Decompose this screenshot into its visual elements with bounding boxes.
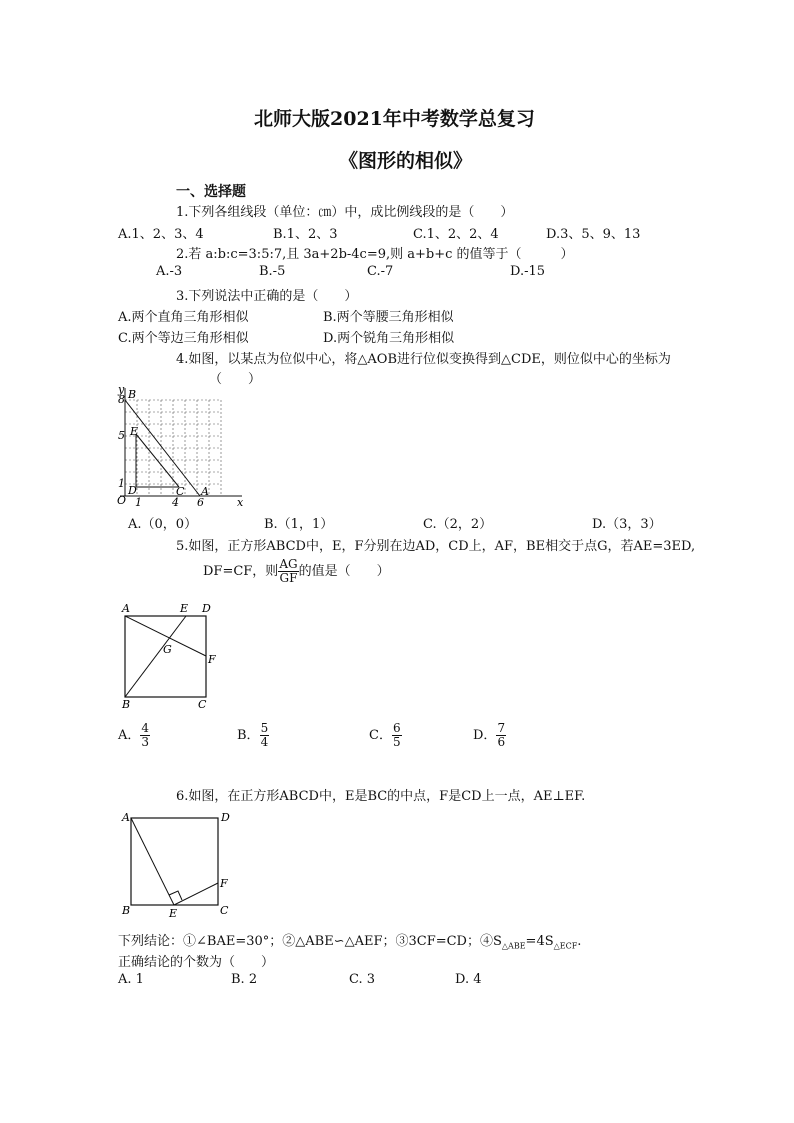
q5-line2-suffix: 的值是（ ）: [298, 564, 390, 579]
document-subtitle: 《图形的相似》: [339, 150, 473, 172]
q6-square: [131, 818, 218, 905]
question-5-stem: 5.如图，正方形ABCD中，E，F分别在边AD，CD上，AF，BE相交于点G，若AE=3ED,: [176, 539, 696, 554]
q4-point-a: A: [201, 485, 209, 498]
document-title: 北师大版2021年中考数学总复习: [254, 108, 535, 130]
q6-segment-ae: [131, 818, 174, 905]
q6-conclusions: 下列结论：①∠BAE=30°；②△ABE∽△AEF；③3CF=CD；$④S_{\triangle ABE}=4S_{\triangle ECF}$.: [118, 934, 582, 951]
question-2-stem: 2.若 a:b:c=3:5:7,且 3a+2b-4c=9,则 a+b+c 的值等于（ ）: [176, 247, 574, 262]
q6-option-a: A. 1: [118, 972, 144, 987]
q6-point-e: E: [169, 907, 178, 920]
q3-option-a: A.两个直角三角形相似: [118, 310, 249, 325]
q5-point-d: D: [202, 602, 211, 615]
q4-option-c: C.（2，2）: [423, 517, 493, 532]
q6-option-c: C. 3: [349, 972, 376, 987]
q4-option-a: A.（0，0）: [128, 517, 198, 532]
q6-point-a: A: [122, 811, 130, 824]
q5-point-c: C: [198, 698, 207, 710]
q5-square-figure: [116, 600, 222, 710]
q4-option-b: B.（1，1）: [264, 517, 334, 532]
q5-frac-numerator: AG: [279, 557, 298, 571]
q6-count-question: 正确结论的个数为（ ）: [118, 955, 275, 970]
q4-point-d: D: [128, 484, 137, 497]
q5-option-b: B． $\frac{5}{4}$: [237, 721, 269, 749]
q4-y-label: y: [118, 384, 125, 396]
q6-option-d: D. 4: [455, 972, 482, 987]
q6-point-d: D: [221, 811, 230, 824]
q5-point-f: F: [208, 653, 216, 666]
q6-segment-ef: [174, 883, 218, 905]
q4-point-b: B: [128, 388, 137, 401]
q1-option-b: B.1、2、3: [273, 227, 338, 242]
q1-option-c: C.1、2、2、4: [413, 227, 499, 242]
q5-fraction-ag-gf: [278, 558, 298, 585]
question-3-stem: 3.下列说法中正确的是（ ）: [176, 289, 358, 304]
q5-segment-be: [125, 616, 186, 697]
q5-option-d: D． $\frac{7}{6}$: [473, 721, 506, 749]
q5-option-c: C． $\frac{6}{5}$: [369, 721, 401, 749]
q4-answer-paren: （ ）: [209, 372, 262, 387]
q5-option-a: A． $\frac{4}{3}$: [118, 721, 150, 749]
q5-line2-prefix: DF=CF，则: [203, 564, 279, 579]
q2-option-b: B.-5: [259, 264, 286, 279]
q6-point-b: B: [122, 904, 131, 917]
q6-point-f: F: [220, 877, 228, 890]
q6-point-c: C: [220, 904, 229, 917]
q6-option-b: B. 2: [231, 972, 258, 987]
q4-coordinate-figure: [112, 384, 246, 508]
q5-square: [125, 616, 206, 697]
q5-frac-denominator: GF: [279, 571, 298, 585]
question-1-stem: 1.下列各组线段（单位：㎝）中，成比例线段的是（ ）: [176, 205, 514, 220]
q5-point-g: G: [163, 643, 172, 656]
q1-option-a: A.1、2、3、4: [118, 227, 204, 242]
q2-option-d: D.-15: [510, 264, 546, 279]
q4-point-c: C: [176, 485, 185, 498]
q5-point-b: B: [122, 698, 131, 710]
question-4-stem: 4.如图，以某点为位似中心，将△AOB进行位似变换得到△CDE，则位似中心的坐标为: [176, 352, 671, 367]
q4-point-e: E: [130, 425, 139, 438]
q2-option-c: C.-7: [367, 264, 394, 279]
question-6-stem: 6.如图，在正方形ABCD中，E是BC的中点，F是CD上一点，AE⊥EF.: [176, 789, 586, 804]
q5-point-e: E: [180, 602, 189, 615]
q3-option-d: D.两个锐角三角形相似: [323, 331, 455, 346]
q1-option-d: D.3、5、9、13: [546, 227, 641, 242]
q5-point-a: A: [122, 602, 130, 615]
q4-tick-y-5: 5: [118, 429, 125, 442]
q4-tick-x-4: 4: [172, 496, 179, 508]
q3-option-c: C.两个等边三角形相似: [118, 331, 249, 346]
q4-x-label: x: [237, 496, 244, 508]
q2-option-a: A.-3: [156, 264, 183, 279]
section-heading: 一、选择题: [176, 184, 246, 200]
q4-tick-y-1: 1: [118, 477, 125, 490]
q4-origin-label: O: [117, 494, 127, 507]
q6-square-figure: [114, 808, 234, 920]
question-5-line2: [203, 558, 390, 585]
q4-tick-y-8: 8: [118, 393, 125, 406]
q3-option-b: B.两个等腰三角形相似: [323, 310, 454, 325]
q4-tick-x-1: 1: [135, 496, 142, 508]
q4-option-d: D.（3，3）: [592, 517, 662, 532]
q4-tick-x-6: 6: [197, 496, 204, 508]
